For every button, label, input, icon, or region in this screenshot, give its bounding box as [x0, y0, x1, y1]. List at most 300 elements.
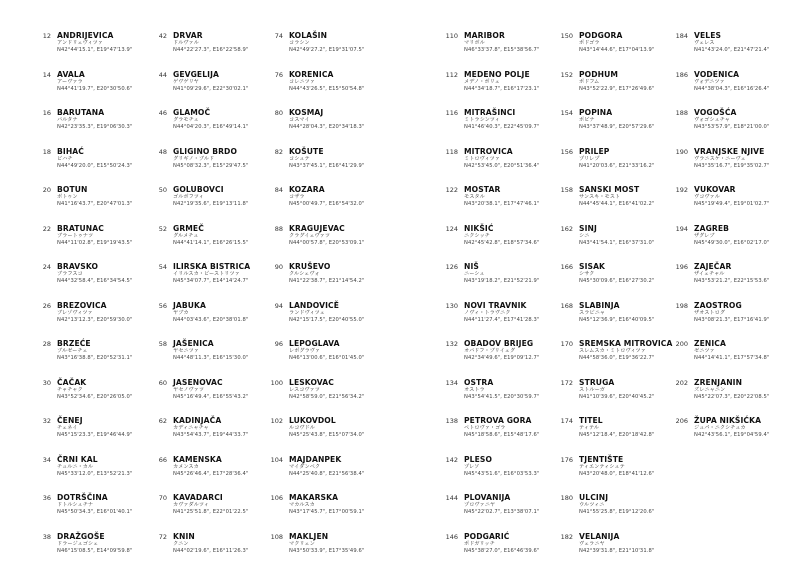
place-name: KORENICA	[289, 70, 371, 79]
katakana-name: ヴラニスケ・ニーヴェ	[694, 156, 776, 163]
index-entry	[31, 31, 139, 70]
katakana-name: オストラ	[464, 387, 546, 394]
place-name: OBADOV BRIJEG	[464, 339, 546, 348]
coordinates: N43°20'38.1", E17°47'46.1"	[464, 201, 546, 208]
page-number: 156	[553, 148, 573, 156]
index-entry	[438, 455, 546, 494]
katakana-name: スラビニャ	[579, 310, 661, 317]
page-number: 190	[668, 148, 688, 156]
index-entry	[263, 147, 371, 186]
index-entry	[438, 416, 546, 455]
index-entry	[263, 301, 371, 340]
katakana-name: ヴォデニツァ	[694, 79, 776, 86]
place-name: KAMENSKA	[173, 455, 255, 464]
place-name: PLOVANIJA	[464, 493, 546, 502]
katakana-name: ヤブカ	[173, 310, 255, 317]
page-number: 54	[147, 263, 167, 271]
index-entry	[438, 339, 546, 378]
katakana-name: メデノ・ポリェ	[464, 79, 546, 86]
page-number: 66	[147, 456, 167, 464]
coordinates: N44°45'44.1", E16°41'02.2"	[579, 201, 661, 208]
katakana-name: チェネイ	[57, 425, 139, 432]
katakana-name: ティテル	[579, 425, 661, 432]
index-entry	[553, 262, 661, 301]
index-entry	[31, 301, 139, 340]
page-number: 88	[263, 225, 283, 233]
coordinates: N45°34'07.7", E14°14'24.7"	[173, 278, 255, 285]
katakana-name: ゴルボフツィ	[173, 194, 255, 201]
place-name: OSTRA	[464, 378, 546, 387]
index-entry	[147, 108, 255, 147]
katakana-name: マカルスカ	[289, 502, 371, 509]
index-entry	[668, 31, 776, 70]
index-column	[553, 31, 661, 570]
place-name: VODENICA	[694, 70, 776, 79]
katakana-name: コレニツァ	[289, 79, 371, 86]
page-number: 102	[263, 417, 283, 425]
katakana-name: ヴェレス	[694, 40, 776, 47]
place-name: KOŠUTE	[289, 147, 371, 156]
place-name: ZRENJANIN	[694, 378, 776, 387]
place-name: ZAGREB	[694, 224, 776, 233]
index-entry	[263, 185, 371, 224]
index-entry	[147, 532, 255, 570]
coordinates: N43°41'54.1", E16°37'31.0"	[579, 240, 661, 247]
katakana-name: コシュテ	[289, 156, 371, 163]
katakana-name: クルシェヴォ	[289, 271, 371, 278]
katakana-name: ウルツィニ	[579, 502, 661, 509]
index-entry	[438, 378, 546, 417]
place-name: LEPOGLAVA	[289, 339, 371, 348]
place-name: SISAK	[579, 262, 661, 271]
katakana-name: ティエンティシュテ	[579, 464, 661, 471]
place-name: MITRAŠINCI	[464, 108, 546, 117]
coordinates: N44°41'14.1", E16°26'15.5"	[173, 240, 255, 247]
katakana-name: ブルゼーチェ	[57, 348, 139, 355]
place-name: BIHAĆ	[57, 147, 139, 156]
katakana-name: カヴァダルツィ	[173, 502, 255, 509]
page-number: 134	[438, 379, 458, 387]
page-number: 20	[31, 186, 51, 194]
index-entry	[263, 31, 371, 70]
index-entry	[438, 262, 546, 301]
page-number: 132	[438, 340, 458, 348]
page-number: 168	[553, 302, 573, 310]
coordinates: N42°13'12.3", E20°59'30.0"	[57, 317, 139, 324]
page-number: 202	[668, 379, 688, 387]
katakana-name: カディニャチャ	[173, 425, 255, 432]
place-name: ČAČAK	[57, 378, 139, 387]
katakana-name: カメンスカ	[173, 464, 255, 471]
index-entry	[263, 455, 371, 494]
index-entry	[668, 378, 776, 417]
place-name: BRATUNAC	[57, 224, 139, 233]
page-number: 44	[147, 71, 167, 79]
place-name: DRAŽGOŠE	[57, 532, 139, 541]
place-name: TITEL	[579, 416, 661, 425]
katakana-name: プロヴァニヤ	[464, 502, 546, 509]
page-number: 62	[147, 417, 167, 425]
page-number: 106	[263, 494, 283, 502]
page-number: 14	[31, 71, 51, 79]
place-name: KADINJAČA	[173, 416, 255, 425]
coordinates: N45°25'43.8", E15°07'34.0"	[289, 432, 371, 439]
index-entry	[553, 532, 661, 570]
index-entry	[31, 416, 139, 455]
place-name: JAŠENICA	[173, 339, 255, 348]
coordinates: N43°37'45.1", E16°41'29.9"	[289, 163, 371, 170]
katakana-name: プレソ	[464, 464, 546, 471]
page-number: 58	[147, 340, 167, 348]
katakana-name: ルコヴドル	[289, 425, 371, 432]
index-entry	[31, 70, 139, 109]
page-number: 194	[668, 225, 688, 233]
coordinates: N46°15'08.5", E14°09'59.8"	[57, 548, 139, 555]
coordinates: N41°22'38.7", E21°14'54.2"	[289, 278, 371, 285]
index-entry	[553, 185, 661, 224]
page-number: 172	[553, 379, 573, 387]
coordinates: N43°17'45.7", E17°00'59.1"	[289, 509, 371, 516]
katakana-name: マクリェン	[289, 541, 371, 548]
index-entry	[31, 262, 139, 301]
page-number: 22	[31, 225, 51, 233]
page-number: 166	[553, 263, 573, 271]
place-name: KAVADARCI	[173, 493, 255, 502]
index-entry	[147, 185, 255, 224]
place-name: SLABINJA	[579, 301, 661, 310]
coordinates: N43°37'48.9", E20°57'29.6"	[579, 124, 661, 131]
coordinates: N44°43'26.5", E15°50'54.8"	[289, 86, 371, 93]
katakana-name: アーヴァラ	[57, 79, 139, 86]
coordinates: N46°33'37.8", E15°38'56.7"	[464, 47, 546, 54]
coordinates: N42°44'15.1", E19°47'13.9"	[57, 47, 139, 54]
page-number: 126	[438, 263, 458, 271]
katakana-name: ポピナ	[579, 117, 661, 124]
place-name: KRUŠEVO	[289, 262, 371, 271]
page-number: 94	[263, 302, 283, 310]
index-entry	[438, 147, 546, 186]
katakana-name: コラシン	[289, 40, 371, 47]
page-number: 26	[31, 302, 51, 310]
page-number: 192	[668, 186, 688, 194]
katakana-name: プリレプ	[579, 156, 661, 163]
index-entry	[147, 70, 255, 109]
coordinates: N44°11'27.4", E17°41'28.3"	[464, 317, 546, 324]
coordinates: N42°39'31.8", E21°10'31.8"	[579, 548, 661, 555]
page-number: 176	[553, 456, 573, 464]
index-entry	[31, 532, 139, 570]
place-name: LANDOVICĚ	[289, 301, 371, 310]
place-name: VELANIJA	[579, 532, 661, 541]
katakana-name: サンスキ・モスト	[579, 194, 661, 201]
katakana-name: ランドヴィツェ	[289, 310, 371, 317]
index-entry	[668, 416, 776, 455]
page-number: 76	[263, 71, 283, 79]
page-number: 72	[147, 533, 167, 541]
katakana-name: グラモチュ	[173, 117, 255, 124]
coordinates: N43°14'44.6", E17°04'13.9"	[579, 47, 661, 54]
katakana-name: ドルヴァル	[173, 40, 255, 47]
index-entry	[147, 262, 255, 301]
index-entry	[553, 416, 661, 455]
page-number: 138	[438, 417, 458, 425]
place-name: PODHUM	[579, 70, 661, 79]
index-entry	[147, 378, 255, 417]
page-number: 184	[668, 32, 688, 40]
page-number: 146	[438, 533, 458, 541]
index-entry	[31, 339, 139, 378]
page-number: 48	[147, 148, 167, 156]
coordinates: N44°00'57.8", E20°53'09.1"	[289, 240, 371, 247]
coordinates: N41°16'43.7", E20°47'01.3"	[57, 201, 139, 208]
katakana-name: クラグイェヴァツ	[289, 233, 371, 240]
coordinates: N41°09'29.6", E22°30'02.1"	[173, 86, 255, 93]
page-number: 152	[553, 71, 573, 79]
coordinates: N43°16'38.8", E20°52'31.1"	[57, 355, 139, 362]
place-name: ULCINJ	[579, 493, 661, 502]
place-name: KNIN	[173, 532, 255, 541]
page-number: 60	[147, 379, 167, 387]
page-number: 24	[31, 263, 51, 271]
coordinates: N43°52'34.6", E20°26'05.0"	[57, 394, 139, 401]
coordinates: N45°26'46.4", E17°28'36.4"	[173, 471, 255, 478]
place-name: ZAOSTROG	[694, 301, 776, 310]
coordinates: N44°32'58.4", E16°34'54.5"	[57, 278, 139, 285]
place-name: DOTRŠČINA	[57, 493, 139, 502]
place-name: ZAJEČAR	[694, 262, 776, 271]
page-number: 38	[31, 533, 51, 541]
place-name: SINJ	[579, 224, 661, 233]
index-entry	[263, 224, 371, 263]
katakana-name: ポドフム	[579, 79, 661, 86]
index-entry	[553, 31, 661, 70]
katakana-name: ミトラシンツィ	[464, 117, 546, 124]
coordinates: N44°04'20.3", E16°49'14.1"	[173, 124, 255, 131]
coordinates: N43°52'22.9", E17°26'49.6"	[579, 86, 661, 93]
page-number: 32	[31, 417, 51, 425]
katakana-name: ニクシッチ	[464, 233, 546, 240]
coordinates: N45°43'51.6", E16°03'53.3"	[464, 471, 546, 478]
index-entry	[263, 493, 371, 532]
index-entry	[31, 147, 139, 186]
place-name: SREMSKA MITROVICA	[579, 339, 661, 348]
katakana-name: ヴコヴァル	[694, 194, 776, 201]
coordinates: N43°35'16.7", E19°35'02.7"	[694, 163, 776, 170]
index-entry	[553, 301, 661, 340]
page-number: 82	[263, 148, 283, 156]
coordinates: N41°55'25.8", E19°12'20.6"	[579, 509, 661, 516]
coordinates: N44°48'11.3", E16°15'30.0"	[173, 355, 255, 362]
place-name: KRAGUJEVAC	[289, 224, 371, 233]
place-name: NIŠ	[464, 262, 546, 271]
place-name: NIKŠIĆ	[464, 224, 546, 233]
index-entry	[31, 378, 139, 417]
place-name: MOSTAR	[464, 185, 546, 194]
index-column	[31, 31, 139, 570]
index-entry	[438, 108, 546, 147]
page-number: 90	[263, 263, 283, 271]
coordinates: N45°12'18.4", E20°18'42.8"	[579, 432, 661, 439]
katakana-name: ペトロヴァ・ゴラ	[464, 425, 546, 432]
coordinates: N44°22'27.3", E16°22'58.9"	[173, 47, 255, 54]
coordinates: N41°20'03.6", E21°33'16.2"	[579, 163, 661, 170]
page-number: 162	[553, 225, 573, 233]
place-name: VOGOŠĆA	[694, 108, 776, 117]
place-name: VUKOVAR	[694, 185, 776, 194]
katakana-name: チャチャク	[57, 387, 139, 394]
coordinates: N45°00'49.7", E16°54'32.0"	[289, 201, 371, 208]
index-entry	[147, 31, 255, 70]
place-name: POPINA	[579, 108, 661, 117]
coordinates: N42°15'17.5", E20°40'55.0"	[289, 317, 371, 324]
coordinates: N42°19'35.6", E19°13'11.8"	[173, 201, 255, 208]
index-entry	[668, 185, 776, 224]
coordinates: N43°53'57.9", E18°21'00.0"	[694, 124, 776, 131]
index-entry	[438, 301, 546, 340]
coordinates: N45°49'30.0", E16°02'17.0"	[694, 240, 776, 247]
place-name: VELES	[694, 31, 776, 40]
place-name: NOVI TRAVNIK	[464, 301, 546, 310]
coordinates: N45°15'23.3", E19°46'44.9"	[57, 432, 139, 439]
katakana-name: ヴェラニヤ	[579, 541, 661, 548]
coordinates: N44°49'20.0", E15°50'24.3"	[57, 163, 139, 170]
katakana-name: ゼニツァ	[694, 348, 776, 355]
katakana-name: ミトロヴィツァ	[464, 156, 546, 163]
place-name: LUKOVDOL	[289, 416, 371, 425]
coordinates: N42°45'42.8", E18°57'34.6"	[464, 240, 546, 247]
index-entry	[553, 108, 661, 147]
place-name: MAKLJEN	[289, 532, 371, 541]
coordinates: N45°38'27.0", E16°46'39.6"	[464, 548, 546, 555]
katakana-name: シサク	[579, 271, 661, 278]
place-name: GLAMOČ	[173, 108, 255, 117]
index-entry	[31, 108, 139, 147]
page-number: 56	[147, 302, 167, 310]
coordinates: N44°34'18.7", E16°17'23.1"	[464, 86, 546, 93]
page-number: 12	[31, 32, 51, 40]
index-entry	[668, 339, 776, 378]
page-number: 112	[438, 71, 458, 79]
coordinates: N46°13'00.6", E16°01'45.0"	[289, 355, 371, 362]
page-number: 196	[668, 263, 688, 271]
place-name: GEVGELIJA	[173, 70, 255, 79]
coordinates: N44°58'36.0", E19°36'22.7"	[579, 355, 661, 362]
place-name: DRVAR	[173, 31, 255, 40]
katakana-name: アンドリェヴィツァ	[57, 40, 139, 47]
index-entry	[263, 108, 371, 147]
index-entry	[263, 70, 371, 109]
index-entry	[147, 455, 255, 494]
page-number: 158	[553, 186, 573, 194]
katakana-name: ブラフスコ	[57, 271, 139, 278]
page-number: 104	[263, 456, 283, 464]
place-name: JABUKA	[173, 301, 255, 310]
page-number: 122	[438, 186, 458, 194]
index-entry	[263, 339, 371, 378]
coordinates: N43°20'48.0", E18°41'12.6"	[579, 471, 661, 478]
katakana-name: グルメチュ	[173, 233, 255, 240]
page-number: 170	[553, 340, 573, 348]
page-number: 96	[263, 340, 283, 348]
index-entry	[668, 70, 776, 109]
katakana-name: レポグラヴァ	[289, 348, 371, 355]
coordinates: N44°25'40.8", E21°56'38.4"	[289, 471, 371, 478]
place-name: ČRNI KAL	[57, 455, 139, 464]
katakana-name: オバドフ・ブリイェグ	[464, 348, 546, 355]
page-number: 154	[553, 109, 573, 117]
page-number: 180	[553, 494, 573, 502]
coordinates: N42°34'49.6", E19°09'12.7"	[464, 355, 546, 362]
coordinates: N44°14'41.1", E17°57'34.8"	[694, 355, 776, 362]
katakana-name: ザグレブ	[694, 233, 776, 240]
page-number: 144	[438, 494, 458, 502]
page-number: 130	[438, 302, 458, 310]
place-name: VRANJSKE NJIVE	[694, 147, 776, 156]
katakana-name: ノヴィ・トラヴニク	[464, 310, 546, 317]
index-entry	[31, 455, 139, 494]
page-number: 46	[147, 109, 167, 117]
katakana-name: マイダンペク	[289, 464, 371, 471]
index-entry	[147, 301, 255, 340]
place-name: MAJDANPEK	[289, 455, 371, 464]
index-entry	[263, 416, 371, 455]
place-name: GLIGINO BRDO	[173, 147, 255, 156]
place-name: ANDRIJEVICA	[57, 31, 139, 40]
page-number: 70	[147, 494, 167, 502]
coordinates: N44°11'02.8", E19°19'43.5"	[57, 240, 139, 247]
coordinates: N45°22'07.3", E20°22'08.5"	[694, 394, 776, 401]
coordinates: N44°03'43.6", E20°38'01.8"	[173, 317, 255, 324]
katakana-name: ザオストログ	[694, 310, 776, 317]
katakana-name: ヴォゴシュチャ	[694, 117, 776, 124]
index-entry	[668, 301, 776, 340]
coordinates: N45°08'32.3", E15°29'47.5"	[173, 163, 255, 170]
page-number: 36	[31, 494, 51, 502]
index-entry	[553, 339, 661, 378]
coordinates: N42°49'27.2", E19°31'07.5"	[289, 47, 371, 54]
coordinates: N45°50'34.3", E16°01'40.1"	[57, 509, 139, 516]
coordinates: N42°23'35.3", E19°06'30.3"	[57, 124, 139, 131]
index-entry	[31, 493, 139, 532]
index-entry	[668, 224, 776, 263]
katakana-name: ドラージュゴシェ	[57, 541, 139, 548]
page-number: 100	[263, 379, 283, 387]
index-entry	[31, 185, 139, 224]
index-entry	[147, 493, 255, 532]
index-entry	[553, 455, 661, 494]
place-name: MEDENO POLJE	[464, 70, 546, 79]
index-entry	[147, 339, 255, 378]
page-number: 174	[553, 417, 573, 425]
index-entry	[147, 416, 255, 455]
coordinates: N43°53'21.2", E22°15'53.6"	[694, 278, 776, 285]
katakana-name: モスタル	[464, 194, 546, 201]
index-entry	[147, 224, 255, 263]
page-number: 34	[31, 456, 51, 464]
page-number: 198	[668, 302, 688, 310]
index-column	[668, 31, 776, 455]
coordinates: N41°43'24.0", E21°47'21.4"	[694, 47, 776, 54]
place-name: ILIRSKA BISTRICA	[173, 262, 255, 271]
index-entry	[553, 378, 661, 417]
page-number: 188	[668, 109, 688, 117]
index-entry	[438, 224, 546, 263]
place-name: ZENICA	[694, 339, 776, 348]
left-page	[0, 0, 400, 491]
page-number: 206	[668, 417, 688, 425]
index-entry	[553, 224, 661, 263]
katakana-name: ヤセノヴァツ	[173, 387, 255, 394]
